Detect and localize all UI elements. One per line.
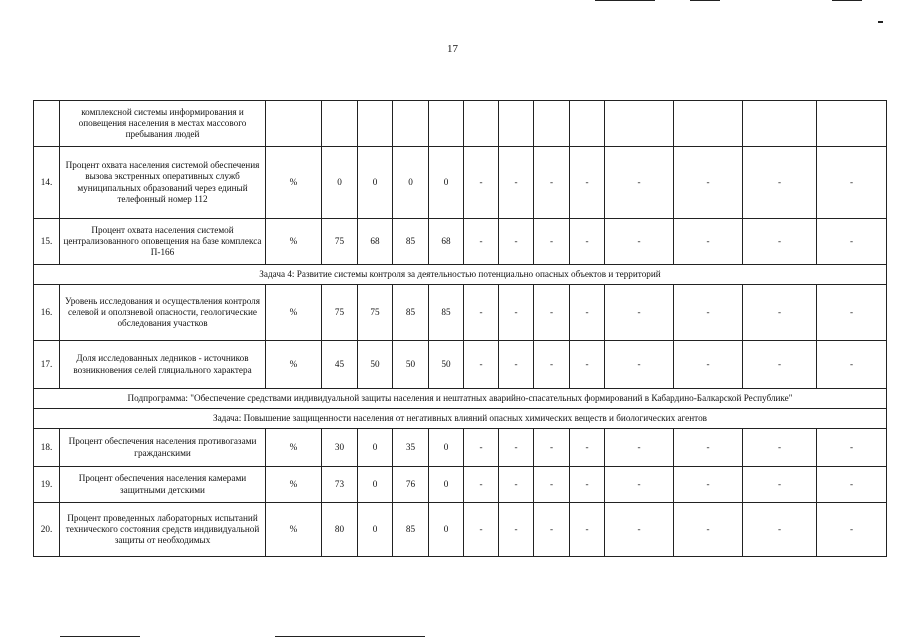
value-cell: -: [570, 341, 605, 389]
value-cell: -: [570, 503, 605, 557]
value-cell: -: [817, 467, 887, 503]
value-cell: 75: [322, 219, 358, 265]
unit-cell: %: [266, 467, 322, 503]
value-cell: 85: [429, 285, 464, 341]
value-cell: -: [605, 341, 674, 389]
value-cell: -: [499, 341, 534, 389]
value-cell: [322, 101, 358, 147]
value-cell: -: [499, 503, 534, 557]
value-cell: -: [499, 429, 534, 467]
value-cell: [393, 101, 429, 147]
value-cell: -: [743, 219, 817, 265]
value-cell: -: [464, 147, 499, 219]
unit-cell: %: [266, 503, 322, 557]
value-cell: [358, 101, 393, 147]
value-cell: [499, 101, 534, 147]
unit-cell: %: [266, 147, 322, 219]
value-cell: [429, 101, 464, 147]
value-cell: -: [605, 503, 674, 557]
value-cell: -: [674, 147, 743, 219]
table-row: [34, 101, 887, 147]
row-number: 16.: [34, 285, 60, 341]
value-cell: 85: [393, 503, 429, 557]
scan-mark: [275, 636, 425, 637]
table-row: [34, 467, 887, 503]
indicator-name: Процент проведенных лабораторных испытаний технического состояния средств индивидуальной защиты от необходимых: [60, 503, 266, 557]
section-subprogram: Подпрограмма: "Обеспечение средствами индивидуальной защиты населения и нештатных аварийно-спасательных формирований в Кабардино-Балкарской Республике": [34, 389, 887, 409]
table-row: [34, 147, 887, 219]
value-cell: -: [817, 503, 887, 557]
section-row: [34, 265, 887, 285]
value-cell: -: [570, 285, 605, 341]
value-cell: [674, 101, 743, 147]
value-cell: 76: [393, 467, 429, 503]
value-cell: -: [605, 147, 674, 219]
value-cell: 0: [393, 147, 429, 219]
value-cell: -: [674, 429, 743, 467]
value-cell: 0: [429, 429, 464, 467]
page-number: 17: [447, 43, 458, 55]
row-number: 17.: [34, 341, 60, 389]
value-cell: -: [570, 147, 605, 219]
value-cell: -: [534, 341, 570, 389]
value-cell: [464, 101, 499, 147]
value-cell: [570, 101, 605, 147]
value-cell: -: [674, 285, 743, 341]
value-cell: 30: [322, 429, 358, 467]
value-cell: -: [743, 503, 817, 557]
value-cell: -: [464, 341, 499, 389]
indicator-name: Процент обеспечения населения противогазами гражданскими: [60, 429, 266, 467]
value-cell: [743, 101, 817, 147]
unit-cell: %: [266, 429, 322, 467]
unit-cell: [266, 101, 322, 147]
unit-cell: %: [266, 219, 322, 265]
table-row: [34, 503, 887, 557]
section-row: [34, 409, 887, 429]
indicators-table: [33, 100, 887, 557]
value-cell: 80: [322, 503, 358, 557]
value-cell: -: [534, 467, 570, 503]
indicator-name: Доля исследованных ледников - источников возникновения селей гляциального характера: [60, 341, 266, 389]
scan-mark: [595, 0, 655, 1]
value-cell: -: [743, 147, 817, 219]
value-cell: 75: [322, 285, 358, 341]
value-cell: 0: [429, 503, 464, 557]
value-cell: 50: [429, 341, 464, 389]
value-cell: -: [674, 219, 743, 265]
indicator-name: комплексной системы информирования и оповещения населения в местах массового пребывания людей: [60, 101, 266, 147]
value-cell: 35: [393, 429, 429, 467]
table-body: [34, 101, 887, 557]
value-cell: 0: [429, 467, 464, 503]
scan-mark: [832, 0, 862, 1]
value-cell: -: [534, 503, 570, 557]
value-cell: 50: [358, 341, 393, 389]
value-cell: 0: [358, 147, 393, 219]
value-cell: 50: [393, 341, 429, 389]
value-cell: -: [464, 219, 499, 265]
value-cell: -: [464, 429, 499, 467]
section-row: [34, 389, 887, 409]
row-number: 15.: [34, 219, 60, 265]
value-cell: 85: [393, 285, 429, 341]
value-cell: 0: [358, 429, 393, 467]
row-number: 19.: [34, 467, 60, 503]
value-cell: 73: [322, 467, 358, 503]
value-cell: -: [674, 467, 743, 503]
value-cell: 0: [358, 467, 393, 503]
unit-cell: %: [266, 341, 322, 389]
row-number: [34, 101, 60, 147]
value-cell: -: [534, 219, 570, 265]
unit-cell: %: [266, 285, 322, 341]
value-cell: -: [499, 467, 534, 503]
value-cell: -: [605, 285, 674, 341]
value-cell: -: [534, 429, 570, 467]
scan-mark: [60, 636, 140, 637]
value-cell: -: [499, 285, 534, 341]
value-cell: -: [817, 219, 887, 265]
value-cell: -: [817, 341, 887, 389]
value-cell: -: [464, 285, 499, 341]
value-cell: 68: [429, 219, 464, 265]
value-cell: -: [570, 219, 605, 265]
value-cell: -: [743, 467, 817, 503]
value-cell: 75: [358, 285, 393, 341]
indicator-name: Процент охвата населения системой централизованного оповещения на базе комплекса П-166: [60, 219, 266, 265]
value-cell: 0: [358, 503, 393, 557]
value-cell: -: [499, 219, 534, 265]
value-cell: -: [499, 147, 534, 219]
section-task: Задача: Повышение защищенности населения от негативных влияний опасных химических веществ и биологических агентов: [34, 409, 887, 429]
value-cell: -: [464, 503, 499, 557]
value-cell: [605, 101, 674, 147]
table-row: [34, 285, 887, 341]
value-cell: -: [464, 467, 499, 503]
value-cell: -: [570, 467, 605, 503]
scan-mark: [690, 0, 720, 1]
value-cell: -: [817, 147, 887, 219]
value-cell: 0: [429, 147, 464, 219]
value-cell: -: [605, 219, 674, 265]
value-cell: -: [743, 285, 817, 341]
value-cell: -: [674, 341, 743, 389]
value-cell: 45: [322, 341, 358, 389]
value-cell: -: [534, 285, 570, 341]
value-cell: -: [605, 467, 674, 503]
value-cell: 68: [358, 219, 393, 265]
value-cell: -: [743, 341, 817, 389]
row-number: 18.: [34, 429, 60, 467]
table-row: [34, 429, 887, 467]
table-row: [34, 219, 887, 265]
value-cell: 85: [393, 219, 429, 265]
value-cell: -: [674, 503, 743, 557]
row-number: 14.: [34, 147, 60, 219]
value-cell: [817, 101, 887, 147]
value-cell: -: [534, 147, 570, 219]
value-cell: -: [817, 285, 887, 341]
value-cell: -: [817, 429, 887, 467]
scan-mark: [878, 21, 883, 23]
row-number: 20.: [34, 503, 60, 557]
indicator-name: Процент обеспечения населения камерами защитными детскими: [60, 467, 266, 503]
value-cell: -: [605, 429, 674, 467]
value-cell: 0: [322, 147, 358, 219]
value-cell: -: [743, 429, 817, 467]
table-row: [34, 341, 887, 389]
indicator-name: Уровень исследования и осуществления контроля селевой и оползневой опасности, геологические обследования участков: [60, 285, 266, 341]
section-task-4: Задача 4: Развитие системы контроля за деятельностью потенциально опасных объектов и территорий: [34, 265, 887, 285]
value-cell: [534, 101, 570, 147]
indicator-name: Процент охвата населения системой обеспечения вызова экстренных оперативных служб муниципальных образований через единый телефонный номер 112: [60, 147, 266, 219]
value-cell: -: [570, 429, 605, 467]
